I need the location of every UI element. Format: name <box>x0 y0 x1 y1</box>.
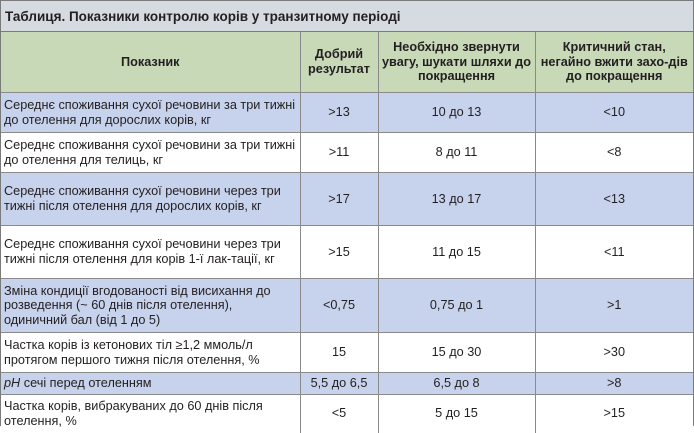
cell-good: 5,5 до 6,5 <box>300 373 378 395</box>
cell-attention: 15 до 30 <box>378 333 535 373</box>
cell-critical: >30 <box>535 333 693 373</box>
ph-symbol: pH <box>4 376 21 391</box>
cell-attention: 10 до 13 <box>378 93 535 133</box>
cell-good: >11 <box>300 133 378 173</box>
cell-critical: <11 <box>535 226 693 279</box>
cell-attention: 11 до 15 <box>378 226 535 279</box>
header-indicator: Показник <box>1 32 300 93</box>
cell-indicator: Середнє споживання сухої речовини за три тижні до отелення для телиць, кг <box>1 133 300 173</box>
table-row <box>1 93 693 133</box>
cell-indicator: Середнє споживання сухої речовини через три тижні після отелення для корів 1-ї лак-тації, кг <box>1 226 300 279</box>
cell-good: <5 <box>300 395 378 433</box>
cell-indicator: Середнє споживання сухої речовини за три тижні до отелення для дорослих корів, кг <box>1 93 300 133</box>
cell-critical: <8 <box>535 133 693 173</box>
cell-critical: <10 <box>535 93 693 133</box>
cell-critical: <13 <box>535 173 693 226</box>
header-good: Добрий результат <box>300 32 378 93</box>
table-row <box>1 226 693 279</box>
cell-good: >15 <box>300 226 378 279</box>
cell-good: >13 <box>300 93 378 133</box>
table-row <box>1 173 693 226</box>
cell-critical: >15 <box>535 395 693 433</box>
cell-indicator: Частка корів із кетонових тіл ≥1,2 ммоль/л протягом першого тижня після отелення, % <box>1 333 300 373</box>
table-row <box>1 373 693 395</box>
cell-indicator: Частка корів, вибракуваних до 60 днів після отелення, % <box>1 395 300 433</box>
header-attention: Необхідно звернути увагу, шукати шляхи до покращення <box>378 32 535 93</box>
cell-good: <0,75 <box>300 279 378 333</box>
cell-attention: 8 до 11 <box>378 133 535 173</box>
cell-critical: >8 <box>535 373 693 395</box>
cell-critical: >1 <box>535 279 693 333</box>
table-row <box>1 333 693 373</box>
cell-indicator: Зміна кондиції вгодованості від висихання до розведення (~ 60 днів після отелення), одиничний бал (від 1 до 5) <box>1 279 300 333</box>
cell-indicator: Середнє споживання сухої речовини через три тижні після отелення для дорослих корів, кг <box>1 173 300 226</box>
cell-attention: 13 до 17 <box>378 173 535 226</box>
table-title: Таблиця. Показники контролю корів у транзитному періоді <box>1 1 693 32</box>
header-critical: Критичний стан, негайно вжити захо-дів до покращення <box>535 32 693 93</box>
table-row <box>1 395 693 433</box>
cell-attention: 5 до 15 <box>378 395 535 433</box>
cell-good: >17 <box>300 173 378 226</box>
cell-good: 15 <box>300 333 378 373</box>
table-row <box>1 279 693 333</box>
transit-period-table <box>1 32 693 433</box>
cell-indicator: pH сечі перед отеленням <box>1 373 300 395</box>
table-row <box>1 133 693 173</box>
header-row <box>1 32 693 93</box>
cell-attention: 0,75 до 1 <box>378 279 535 333</box>
cell-attention: 6,5 до 8 <box>378 373 535 395</box>
